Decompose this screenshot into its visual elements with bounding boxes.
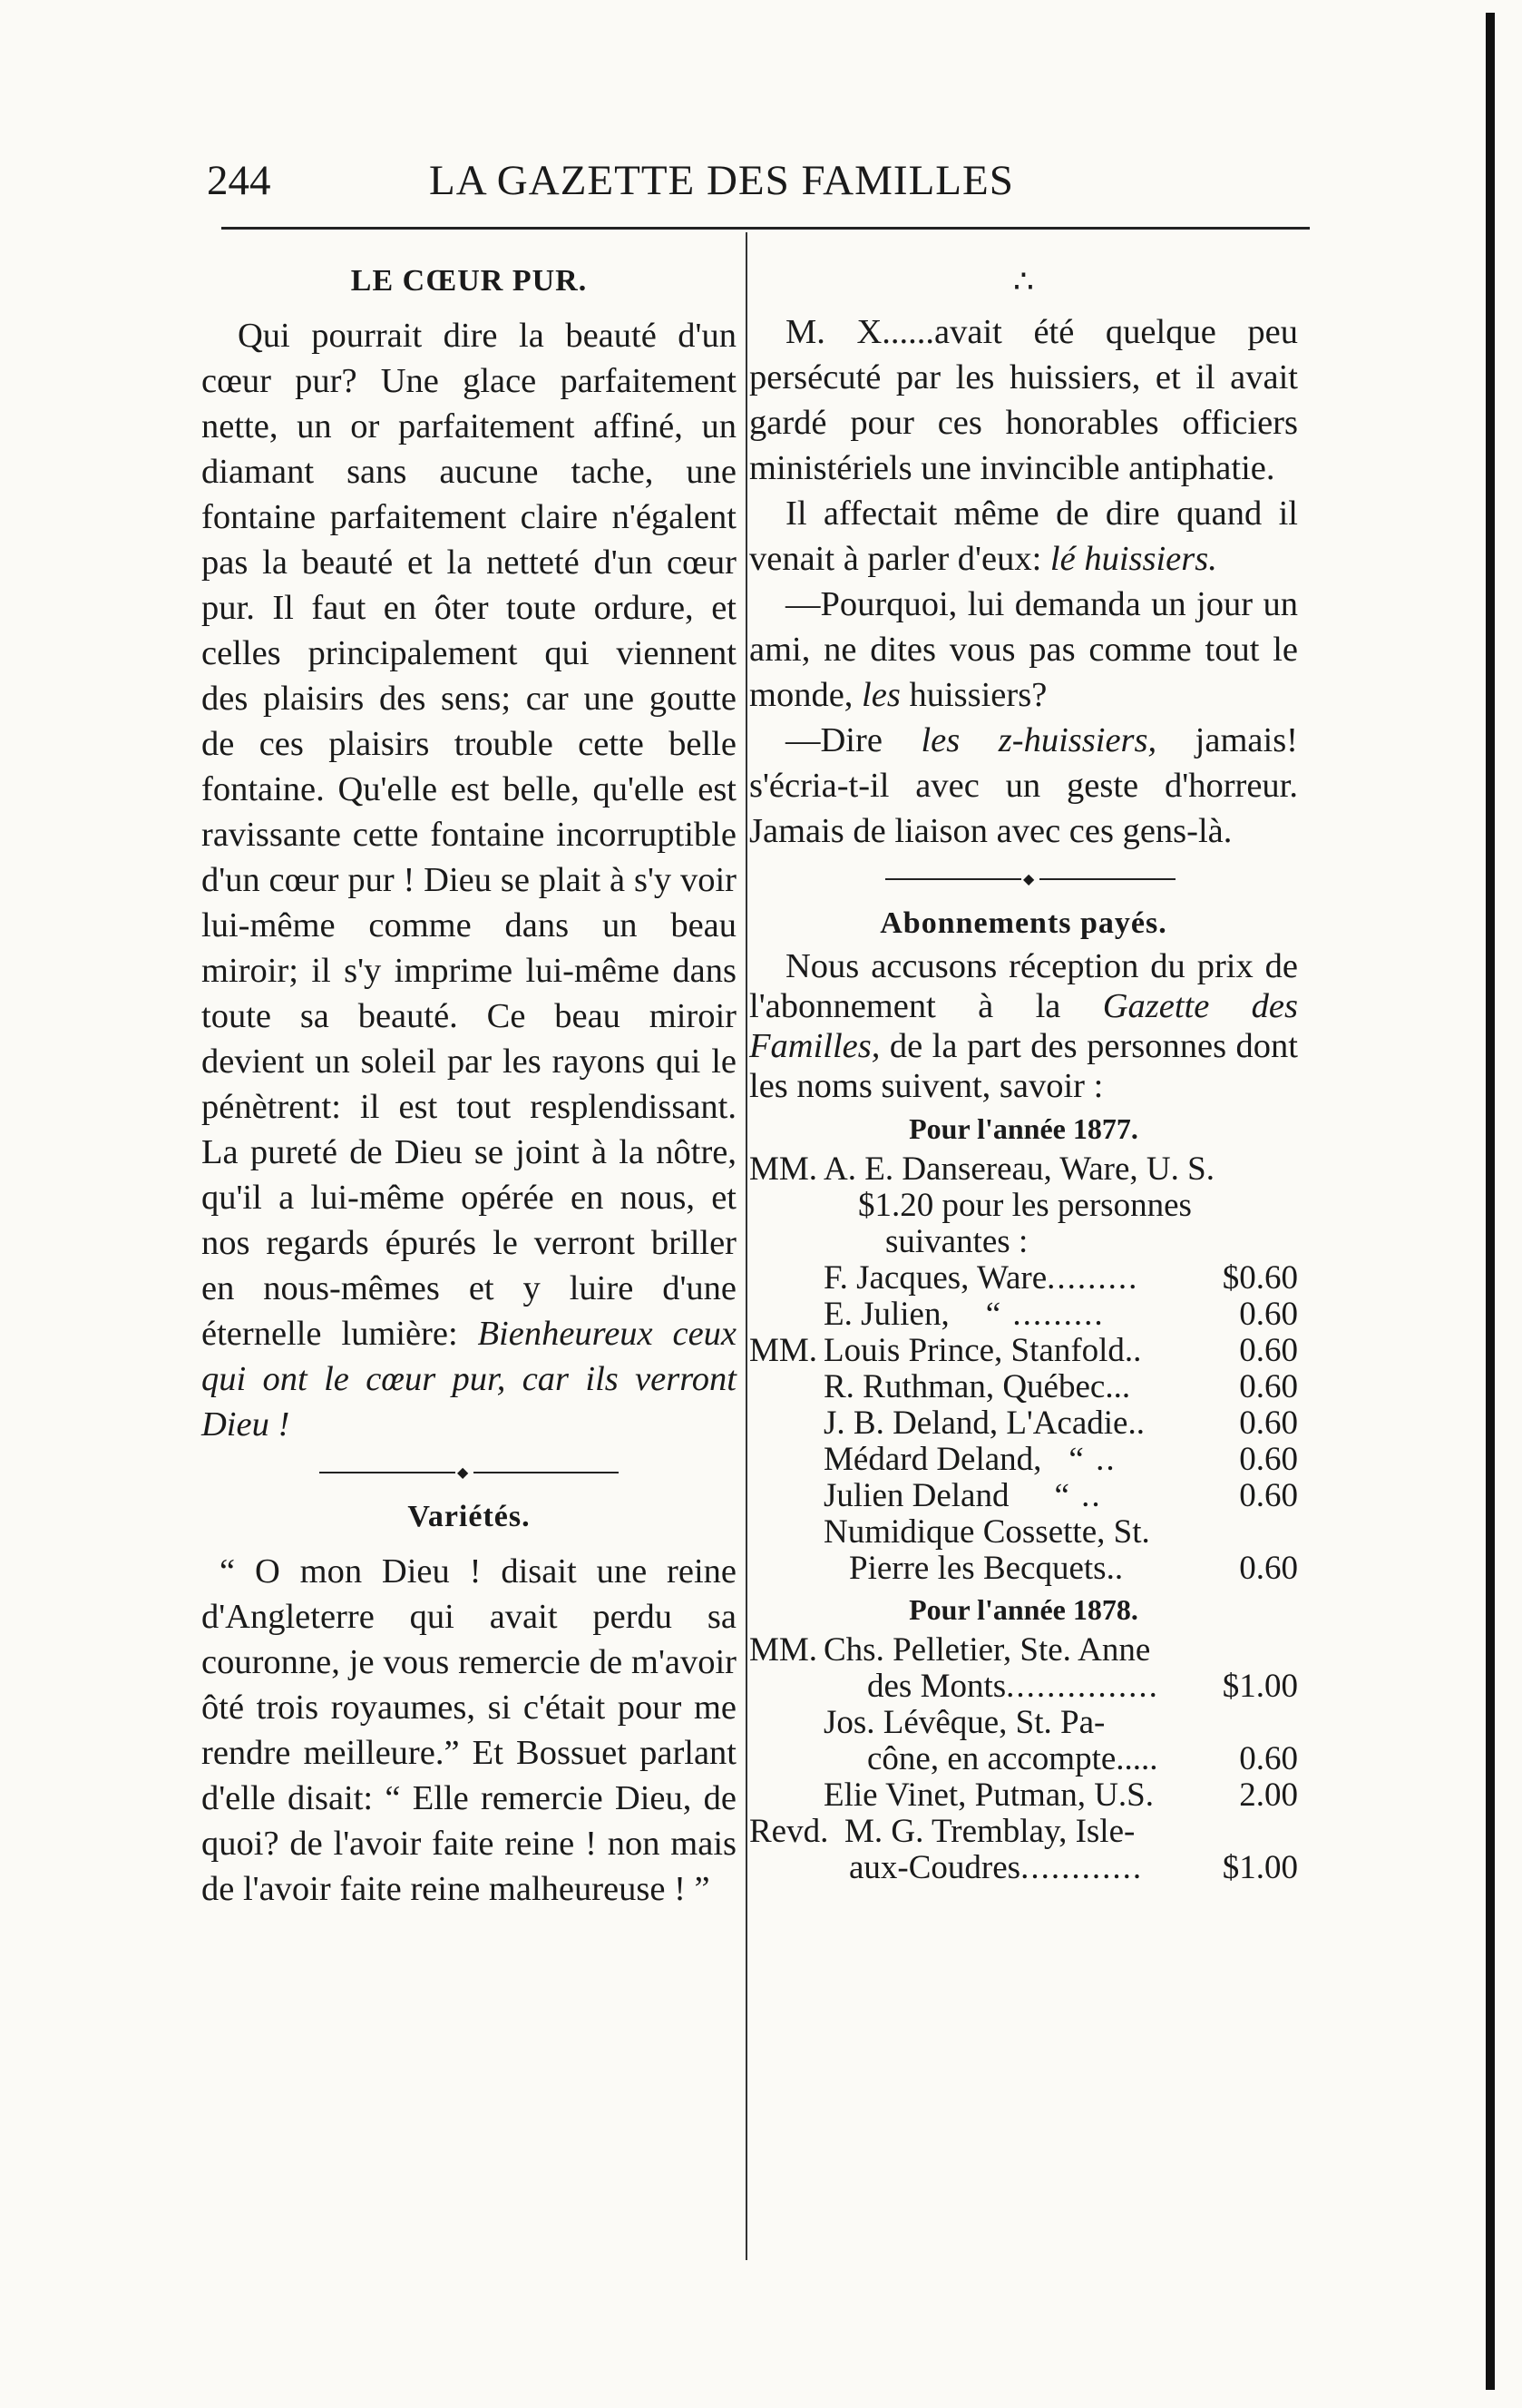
subscriber-name: Louis Prince, Stanfold.. (824, 1332, 1142, 1369)
subscriber-name: cône, en accompte..... (867, 1740, 1158, 1777)
page-header (207, 152, 1322, 216)
article-body-coeur-pur (201, 313, 737, 1447)
subscriber-name: A. E. Dansereau, Ware, U. S. (824, 1150, 1215, 1188)
honorific: MM. (749, 1332, 818, 1369)
header-rule (221, 227, 1310, 230)
article-heading-varietes: Variétés. (407, 1500, 531, 1533)
subscriber-name: M. G. Tremblay, Isle- (844, 1813, 1136, 1850)
body-italic: Bienheureux ceux qui ont le cœur pur, car ils verront Dieu ! (201, 1315, 737, 1444)
dot-leader: “ .. (1054, 1478, 1102, 1514)
subscriptions-intro (749, 946, 1298, 1106)
anecdote-p4 (749, 718, 1298, 854)
list-item (749, 1297, 1298, 1333)
list-item (749, 1777, 1298, 1814)
amount: 0.60 (1239, 1368, 1298, 1405)
running-title: LA GAZETTE DES FAMILLES (429, 157, 1014, 204)
italic-text: lé huissiers. (1049, 540, 1217, 578)
list-item-continuation: suivantes : (885, 1223, 1029, 1260)
list-item-continuation (749, 1850, 1298, 1886)
left-column (201, 259, 737, 1912)
list-item (749, 1705, 1298, 1741)
subscriber-name: Numidique Cossette, St. (824, 1513, 1150, 1551)
subscriber-name: Chs. Pelletier, Ste. Anne (824, 1631, 1151, 1669)
list-item (749, 1151, 1298, 1188)
subscriber-name: Pierre les Becquets.. (849, 1550, 1124, 1587)
amount: $1.00 (1222, 1849, 1298, 1886)
amount: 0.60 (1239, 1550, 1298, 1587)
amount: 0.60 (1239, 1296, 1298, 1333)
subscriber-name: Elie Vinet, Putman, U.S. (824, 1777, 1155, 1814)
text: Nous accusons réception du prix de l'abonnement à la (749, 947, 1298, 1025)
text: de la part des personnes dont les noms suivent, savoir : (749, 1027, 1299, 1105)
list-item (749, 1514, 1298, 1551)
subscriber-name: Julien Deland (824, 1477, 1010, 1514)
amount: 0.60 (1239, 1477, 1298, 1514)
subscriber-name: E. Julien, (824, 1296, 950, 1333)
list-item (749, 1478, 1298, 1514)
right-column (749, 259, 1298, 1886)
article-body-varietes: “ O mon Dieu ! disait une reine d'Angleterre qui avait perdu sa couronne, je vous remercie de m'avoir ôté trois royaumes, si c'était pour me rendre meilleure.” Et Bossuet parlant d'elle disait: “ Elle remercie Dieu, de quoi? de l'avoir faite reine ! non mais de l'avoir faite reine malheureuse ! ” (201, 1552, 737, 1908)
text: —Pourquoi, lui demanda un jour un ami, ne dites vous pas comme tout le monde, (749, 585, 1298, 714)
article-heading-coeur-pur: LE CŒUR PUR. (350, 264, 588, 298)
column-divider (746, 232, 747, 2260)
list-item (749, 1442, 1298, 1478)
year-heading-1878: Pour l'année 1878. (909, 1593, 1138, 1626)
anecdote-p2 (749, 491, 1298, 582)
honorific: MM. (749, 1631, 818, 1669)
list-item-continuation (749, 1741, 1298, 1777)
section-ornament: ◆ (749, 859, 1298, 899)
italic-text: les (862, 676, 901, 714)
scan-edge-shadow (1486, 13, 1495, 2390)
dot-leader: ............... (1006, 1669, 1159, 1705)
anecdote-p1: M. X......avait été quelque peu persécuté par les huissiers, et il avait gardé pour ces honorables officiers ministériels une invincible antiphatie. (749, 313, 1298, 487)
text: Il affectait même de dire quand il venait à parler d'eux: (749, 494, 1298, 578)
list-item (749, 1632, 1298, 1669)
dot-leader: “ ......... (985, 1297, 1105, 1333)
list-item (749, 1369, 1298, 1405)
honorific: Revd. (749, 1813, 829, 1850)
italic-text: Gazette des Familles, (749, 987, 1298, 1065)
list-item (749, 1814, 1298, 1850)
amount: $0.60 (1222, 1259, 1298, 1297)
list-item (749, 1333, 1298, 1369)
subscriber-name: Médard Deland, (824, 1441, 1042, 1478)
list-item (749, 1405, 1298, 1442)
subscriber-name: aux-Coudres (849, 1849, 1021, 1886)
year-heading-1877: Pour l'année 1877. (909, 1112, 1138, 1145)
italic-text: les z-huissiers, (921, 721, 1157, 759)
subscriber-name: des Monts (867, 1668, 1007, 1705)
subscriber-name: J. B. Deland, L'Acadie.. (824, 1405, 1145, 1442)
list-item-continuation (749, 1551, 1298, 1587)
amount: 0.60 (1239, 1332, 1298, 1369)
text: —Dire (785, 721, 883, 759)
amount: 2.00 (1239, 1777, 1298, 1814)
body-text: Qui pourrait dire la beauté d'un cœur pur? Une glace parfaitement nette, un or parfaitement affiné, un diamant sans aucune tache, une fontaine parfaitement claire n'égalent pas la beauté et la netteté d'un cœur pur. Il faut en ôter toute ordure, et celles principalement qui viennent des plaisirs des sens; car une goutte de ces plaisirs trouble cette belle fontaine. Qu'elle est belle, qu'elle est ravissante cette fontaine incorruptible d'un cœur pur ! Dieu se plait à s'y voir lui-même comme dans un beau miroir; il s'y imprime lui-même dans toute sa beauté. Ce beau miroir devient un soleil par les rayons qui le pénètrent: il est tout resplendissant. La pureté de Dieu se joint à la nôtre, qu'il a lui-même opérée en nous, et nos regards épurés le verront briller en nous-mêmes et y luire d'une éternelle lumière: (201, 317, 737, 1353)
subscriber-name: R. Ruthman, Québec... (824, 1368, 1131, 1405)
section-ornament: ◆ (201, 1453, 737, 1493)
amount: $1.00 (1222, 1668, 1298, 1705)
subscriber-name: F. Jacques, Ware (824, 1259, 1048, 1297)
amount: 0.60 (1239, 1405, 1298, 1442)
text: huissiers? (909, 676, 1048, 714)
list-item (749, 1260, 1298, 1297)
dot-leader: ......... (1047, 1260, 1139, 1297)
honorific: MM. (749, 1150, 818, 1188)
text: jamais! s'écria-t-il avec un geste d'horreur. Jamais de liaison avec ces gens-là. (749, 721, 1298, 850)
section-dots: ∴ (1013, 263, 1034, 299)
list-item-continuation (749, 1669, 1298, 1705)
amount: 0.60 (1239, 1740, 1298, 1777)
subscriptions-heading: Abonnements payés. (880, 906, 1167, 940)
list-item-continuation: $1.20 pour les personnes (858, 1187, 1192, 1224)
anecdote-p3 (749, 582, 1298, 718)
page-number: 244 (207, 157, 271, 204)
dot-leader: ............ (1020, 1850, 1144, 1886)
subscriber-name: Jos. Lévêque, St. Pa- (824, 1704, 1106, 1741)
amount: 0.60 (1239, 1441, 1298, 1478)
dot-leader: “ .. (1068, 1442, 1117, 1478)
